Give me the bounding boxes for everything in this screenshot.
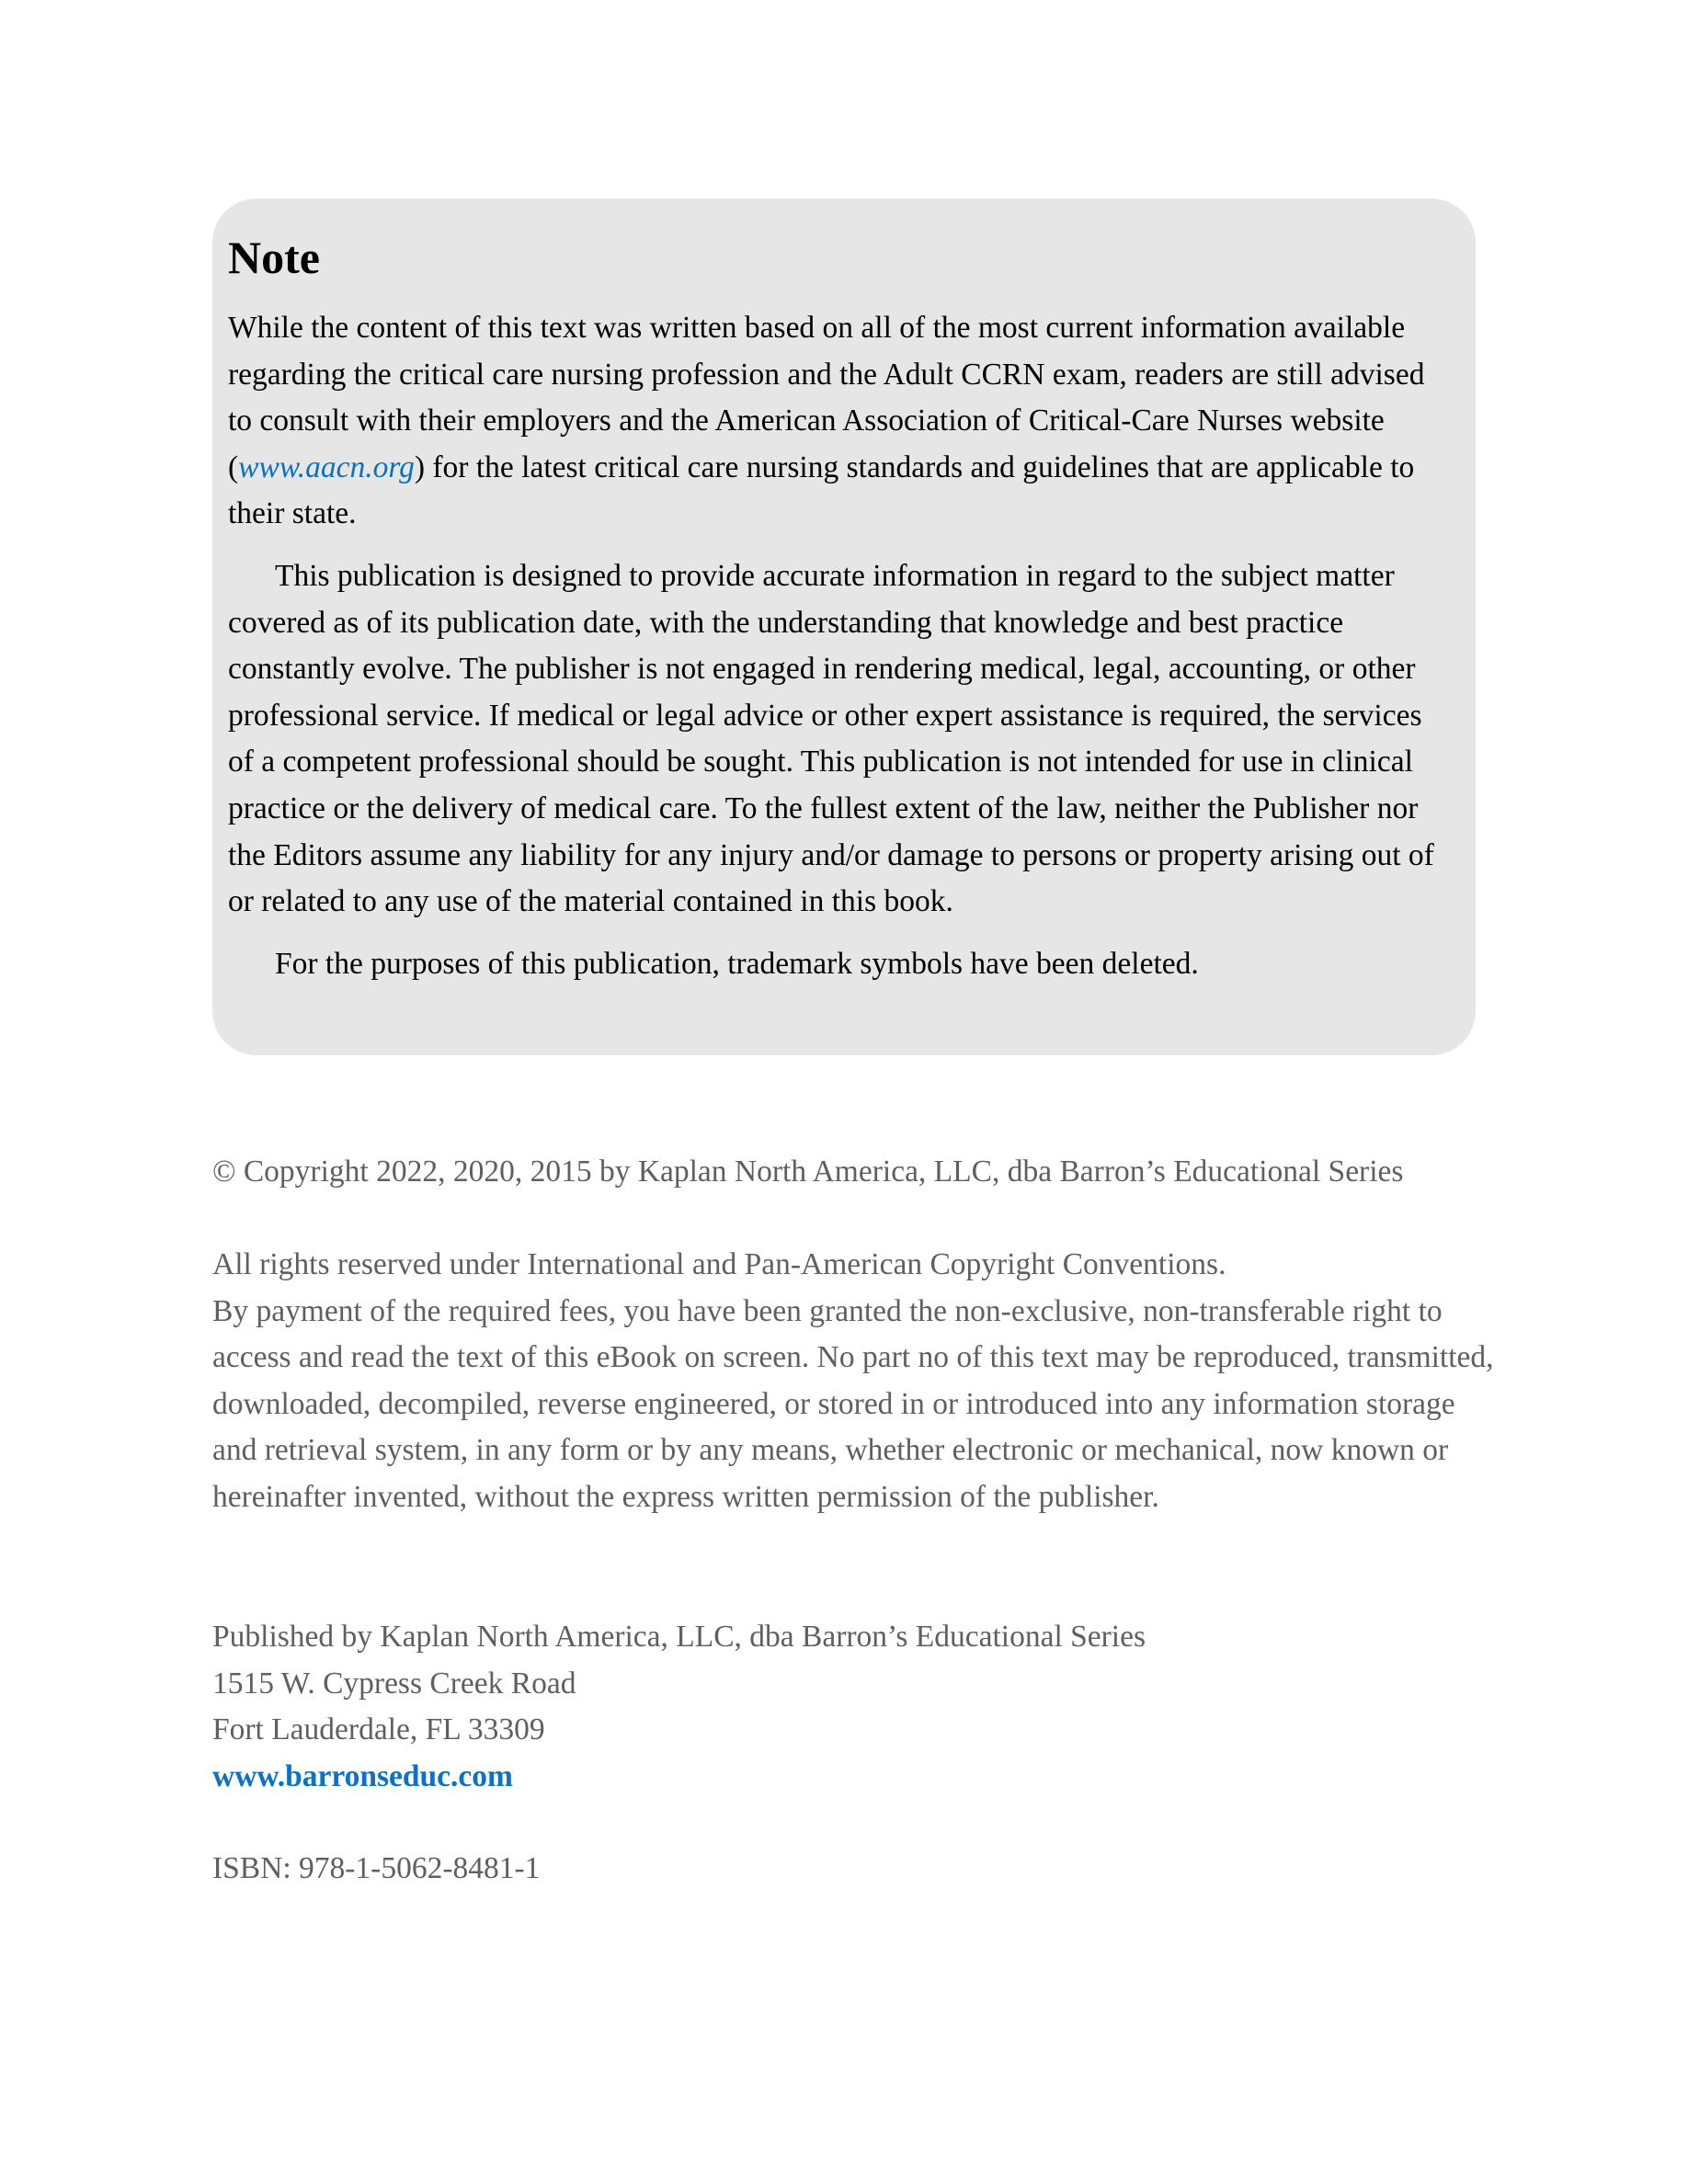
note-box [212, 199, 1476, 1055]
publisher-website-link[interactable]: www.barronseduc.com [212, 1758, 513, 1793]
rights-block [212, 1242, 1500, 1521]
aacn-website-link[interactable]: www.aacn.org [238, 449, 415, 484]
publisher-block [212, 1614, 1500, 1800]
note-paragraph-disclaimer: This publication is designed to provide accurate information in regard to the subject matter covered as of its publication date, with the understanding that knowledge and best practice constantly evolve. The publisher is not engaged in rendering medical, legal, accounting, or other professional service. If medical or legal advice or other expert assistance is required, the services of a competent professional should be sought. This publication is not intended for use in clinical practice or the delivery of medical care. To the fullest extent of the law, neither the Publisher nor the Editors assume any liability for any injury and/or damage to persons or property arising out of or related to any use of the material contained in this book. [228, 558, 1434, 919]
publisher-name: Published by Kaplan North America, LLC, dba Barron’s Educational Series [212, 1620, 1146, 1654]
note-paragraph-aacn-text-start: While the content of this text was written based on all of the most current information available regarding the critical care nursing profession and the Adult CCRN exam, readers are still advised to consult with their employers and the American Association of Critical-Care Nurses website ( [228, 311, 1425, 484]
note-title: Note [228, 232, 320, 283]
isbn-block [212, 1846, 1500, 1893]
publisher-street: 1515 W. Cypress Creek Road [212, 1666, 576, 1701]
publisher-city: Fort Lauderdale, FL 33309 [212, 1712, 545, 1747]
note-paragraph-aacn [228, 305, 1448, 538]
note-paragraph-aacn-text-end: ) for the latest critical care nursing standards and guidelines that are applicable to their state. [228, 449, 1415, 531]
copyright-block [212, 1149, 1500, 1196]
note-paragraph-trademark: For the purposes of this publication, trademark symbols have been deleted. [275, 946, 1199, 981]
rights-body: By payment of the required fees, you have been granted the non-exclusive, non-transferable right to access and read the text of this eBook on screen. No part no of this text may be reproduced, transmitted, downloaded, decompiled, reverse engineered, or stored in or introduced into any information storage and retrieval system, in any form or by any means, whether electronic or mechanical, now known or hereinafter invented, without the express written permission of the publisher. [212, 1293, 1494, 1514]
copyright-line: © Copyright 2022, 2020, 2015 by Kaplan North America, LLC, dba Barron’s Educational Series [212, 1155, 1404, 1189]
isbn-line: ISBN: 978-1-5062-8481-1 [212, 1851, 541, 1885]
rights-reserved-line: All rights reserved under International and Pan-American Copyright Conventions. [212, 1247, 1226, 1281]
